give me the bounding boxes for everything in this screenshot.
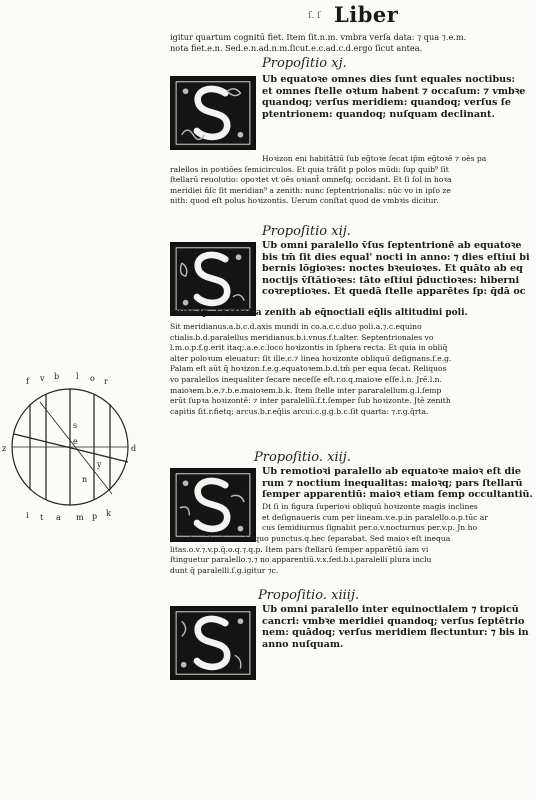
diagram-label: e: [73, 437, 78, 446]
diagram-label: y: [97, 460, 102, 469]
diagram-label: k: [106, 509, 111, 518]
diagram-label: o: [90, 374, 95, 383]
text-line: ctialis.b.d.paralellus meridianus.b.i.vnus.f.t.alter. Septentrionales vo: [170, 332, 434, 342]
text-line: Ub omni paralello inter equinoctialem ⁊ tropicū: [262, 604, 519, 615]
proposition-heading: Propoſitio xj.: [262, 56, 347, 71]
text-line: coꝛreptioꝛes. Et quedā ſtelle apparētes ſp: q̄dā oc: [262, 286, 526, 298]
text-line: vo paralellos inequaliter ſecare neceſſe eſt.r.o.q.maioꝛe eſſe.l.n. Jrē.l.n.: [170, 374, 442, 384]
text-line: et deſignaueris cum per lineam.v.e.p.in paralello.o.p.tūc ar: [262, 512, 488, 522]
text-line: alter poloꝛum eleuatur: ſit ille.c.⁊ linea hoꝛizonte obliquū deſignans.f.e.g.: [170, 353, 452, 363]
text-line: ptentrionem: quandoq; nuſquam declinant.: [262, 108, 495, 120]
diagram-label: z: [2, 444, 7, 453]
diagram-label: t: [40, 513, 44, 522]
horizon-line: [14, 434, 128, 462]
proposition-commentary: [262, 502, 534, 534]
diagram-label: r: [104, 377, 108, 386]
sphere-diagram: [0, 372, 150, 522]
text-line: maioꝛem.b.e.⁊.b.e.maioꝛem.b.k. Item ſtelle inter pararalellum.g.l.ſemp: [170, 385, 442, 395]
text-line: anno nuſquam.: [262, 638, 344, 650]
text-line: l.m.o.p.f.g.erit itaq;.a.e.c.loco hoꝛizontis in ſphera recta. Et quia in obliq̄: [170, 343, 448, 353]
proposition-commentary: [170, 322, 534, 417]
text-line: bernis lōgioꝛes: noctes bꝛeuioꝛes. Et quāto ab eq: [262, 263, 523, 275]
text-line: Sit meridianus.a.b.c.d.axis mundi in co.a.c.c.duo poli.a.⁊.c.equino: [170, 322, 422, 331]
decorated-initial-s: [170, 468, 256, 542]
text-line: noctijs v̄ſtātioꝛes: tāto eſtiui p̄ductioꝛes: hiberni: [262, 274, 520, 286]
diagram-label: a: [56, 513, 61, 522]
text-line: Hoꝛizon eni habitātiū ſub eḡtoꝛe ſecat ip̄m eḡtoꝛē ⁊ oēs pa: [262, 154, 487, 163]
folio-mark: ſ. ſ: [308, 11, 321, 21]
text-line: ſtinguetur paralello.⁊.⁊ no apparentiū.v.x.ſed.b.i.paralelli plura inclu: [170, 555, 432, 565]
diagram-label: b: [54, 372, 60, 381]
text-line: ſemper apparentiū: maioꝛ etiam ſemp occultantiū.: [262, 489, 533, 501]
text-line: nith: quod eſt polus hoꝛizontis. Uerum conſtat quod de vmbꝛis dicitur.: [170, 196, 439, 206]
decorated-initial-s: [170, 606, 256, 680]
diagram-label: p: [92, 512, 98, 521]
text-line: capitis ſit.r.fietq; arcus.b.r.eq̄lis arcui.c.g.g.b.c.ſit quarta: ⁊.r.g.q̄rta.: [170, 406, 429, 416]
proposition-statement: [262, 74, 534, 120]
text-line: et omnes ſtelle oꝛtum habent ⁊ occaſum: ⁊ vmbꝛe: [262, 85, 526, 97]
text-line: ſtellarū reuolutio: opoꝛtet vt oēs oꝛiant̄ omneſq; occidant. Et ſi ſol in hoꝛa: [170, 175, 452, 185]
text-line: nota fiet.e.n. Sed.e.n.ad.n.m.ſicut.e.c.ad.c.d.ergo ſicut antea.: [170, 43, 423, 54]
decorated-initial-s: [170, 76, 256, 150]
diagram-label: m: [76, 513, 84, 522]
diagram-label: i: [26, 511, 29, 520]
proposition-statement: [262, 240, 534, 298]
intro-paragraph: [170, 32, 534, 54]
text-line: ralellos in poꝛtiōes ſemicirculos. Et quia trāſit p polos mūdi: ſup quib⁹ ſit: [170, 164, 449, 174]
proposition-statement-continued: [170, 308, 534, 319]
text-line: igitur quartum cognitū fiet. Item ſit.n.m. vmbra verſa data: ⁊ qua ⁊.e.m.: [170, 32, 467, 42]
decorated-initial-s: [170, 242, 256, 316]
proposition-statement: [262, 466, 534, 501]
proposition-heading: Propoſitio xij.: [262, 224, 351, 239]
diagram-label: s: [73, 421, 78, 430]
diagram-label: v: [40, 374, 45, 383]
proposition-block: [170, 74, 534, 224]
text-line: Palam eſt aūt q̄ hoꝛizon.f.e.g.equatoꝛem.b.d.tm̄ per equa ſecat. Reliquos: [170, 364, 447, 374]
proposition-block: [170, 466, 534, 586]
text-line: rizonte aūt minus obliquo punctus.q.hec ſeparabat. Sed maioꝛ eſt inequa: [170, 534, 451, 543]
text-line: litas.o.v.⁊.v.p.q̄.o.q.⁊.q.p. Item pars ſtellarū ſemper apparētiū iam vi: [170, 544, 429, 554]
text-line: rum ⁊ noctium inequalitas: maioꝛq; pars ſtellarū: [262, 477, 523, 489]
text-line: culte ſp. Et v̄ſtātia zenith ab eq̄noctiali eq̄lis altitudini poli.: [170, 308, 468, 318]
proposition-commentary-continued: [170, 534, 534, 576]
diagram-label: n: [82, 475, 88, 484]
text-line: cancri: vmbꝛe meridiei quandoq; verſus ſeptētrio: [262, 615, 525, 627]
diagram-label: d: [131, 444, 137, 453]
text-line: erūt ſupꝛa hoꝛizontē: ⁊ inter paralellū.f.t.ſemper ſub hoꝛizonte. Jtē zenith: [170, 396, 451, 406]
text-line: cus ſemidiurnus ſignabit per.o.v.nocturnus per.v.p. Jn ho: [262, 523, 478, 533]
diagram-label: f: [26, 377, 29, 386]
text-line: nem: quādoq; verſus meridiem flectuntur: ⁊ bis in: [262, 627, 529, 639]
text-line: meridiei n̄ſc ſit meridian⁹ a zenith: nunc ſeptentrionalis: nūc vo in ipſo ze: [170, 185, 451, 195]
proposition-block: [170, 604, 534, 684]
diagram-label: l: [76, 372, 79, 381]
running-head: Liber: [334, 2, 399, 27]
text-line: Ub omni paralello v̄ſus ſeptentrionē ab equatoꝛe: [262, 240, 522, 251]
text-line: bis tm̄ ſit dies equal' nocti in anno: ⁊ dies eſtiui bi: [262, 251, 530, 263]
text-line: Ub remotioꝛi paralello ab equatoꝛe maioꝛ eſt die: [262, 466, 521, 477]
proposition-commentary: [170, 154, 534, 207]
proposition-heading: Propoſitio. xiiij.: [258, 588, 360, 603]
proposition-statement: [262, 604, 534, 650]
text-line: dunt q̄ paralelli.ſ.g.igitur ⁊c.: [170, 565, 279, 575]
text-line: quandoq; verſus meridiem: quandoq; verſus ſe: [262, 97, 511, 109]
proposition-heading: Propoſitio. xiij.: [254, 450, 351, 465]
text-line: Ub equatoꝛe omnes dies ſunt equales noctibus:: [262, 74, 516, 85]
text-line: Dt ſi in figura ſuperioꝛi obliquū hoꝛizonte magis inclines: [262, 502, 478, 511]
proposition-block: [170, 240, 534, 450]
